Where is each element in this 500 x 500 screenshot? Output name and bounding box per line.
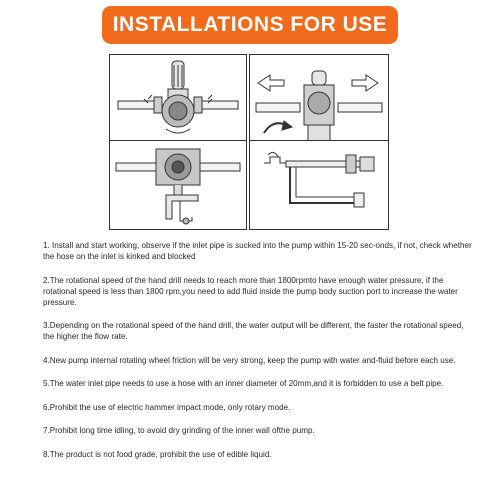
title-banner xyxy=(102,6,398,44)
instruction-1: 1. Install and start working, observe if the inlet pipe is sucked into the pump within 15-20 sec-onds, if not, check whether the hose on the inlet is kinked and blocked xyxy=(43,241,472,261)
pump-bracket-illustration xyxy=(110,141,246,229)
figure-mounting-bracket xyxy=(249,140,389,230)
instruction-3: 3.Depending on the rotational speed of the hand drill, the water output will be different, the faster the rotational speed, the higher the flow rate. xyxy=(43,321,464,341)
instruction-4: 4.New pump internal rotating wheel friction will be very strong, keep the pump with water and-fluid before each use. xyxy=(43,355,456,365)
figure-pump-mounted-on-bracket xyxy=(109,140,247,230)
instruction-6: 6.Prohibit the use of electric hammer impact mode, only rotary mode. xyxy=(43,402,291,412)
instruction-7: 7.Prohibit long time idling, to avoid dry grinding of the inner wall ofthe pump. xyxy=(43,426,315,435)
bracket-illustration xyxy=(250,141,388,229)
instruction-2: 2.The rotational speed of the hand drill needs to reach more than 1800rpmto have enough water pressure, if the rotational speed is less than 1800 rpm,you need to add fluid inside the pump body suction port to increase the water pressure. xyxy=(43,275,458,307)
page-title: INSTALLATIONS FOR USE xyxy=(112,13,388,36)
instructions-list xyxy=(43,240,473,472)
instruction-8: 8.The product is not food grade, prohibit the use of edible liquid. xyxy=(43,449,272,459)
instruction-5: 5.The water inlet pipe needs to use a hose with an inner diameter of 20mm,and it is forbidden to use a belt pipe. xyxy=(43,379,444,388)
